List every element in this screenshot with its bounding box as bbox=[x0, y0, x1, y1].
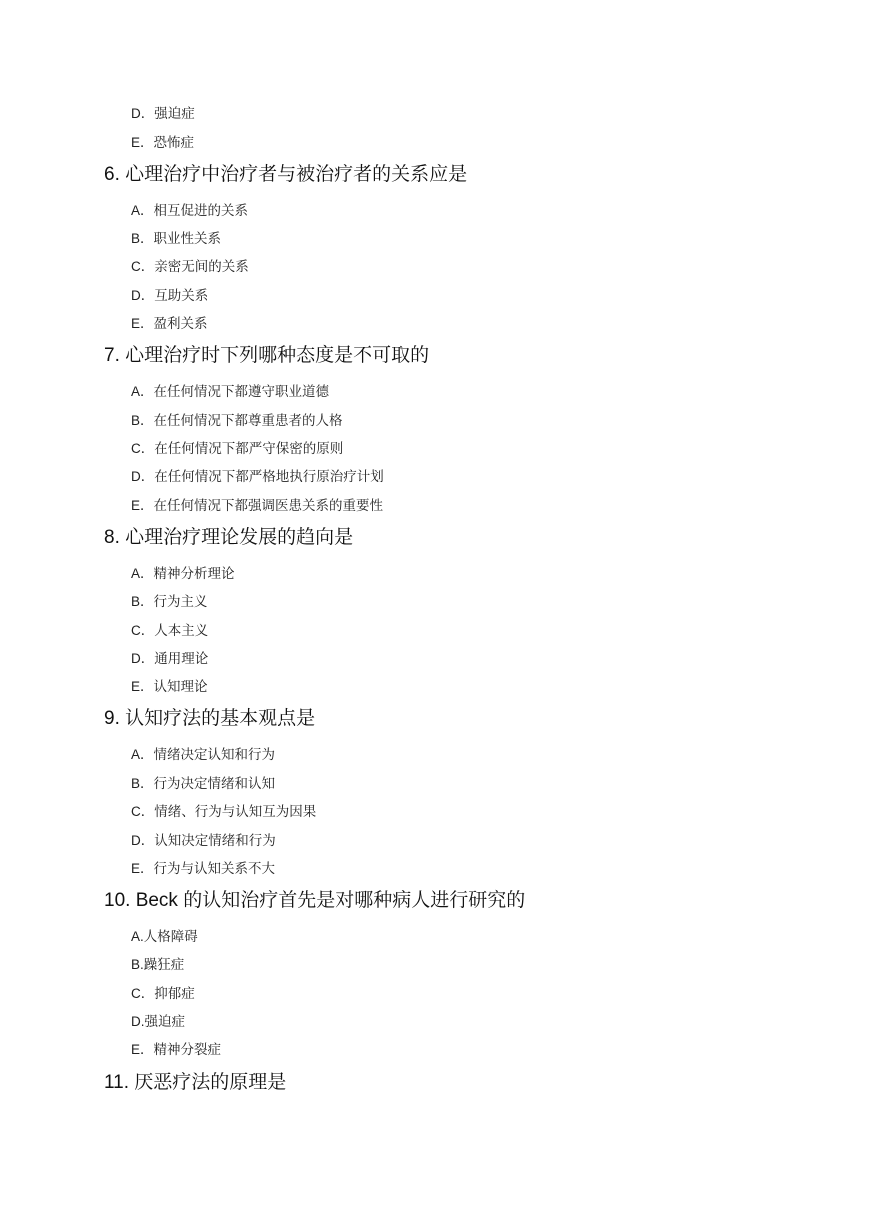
q10-option-e: E．精神分裂症 bbox=[131, 1042, 222, 1057]
q8-option-b: B．行为主义 bbox=[131, 594, 208, 609]
question-6-title: 6. 心理治疗中治疗者与被治疗者的关系应是 bbox=[104, 164, 468, 185]
q7-option-a: A．在任何情况下都遵守职业道德 bbox=[131, 384, 330, 399]
q9-option-d: D．认知决定情绪和行为 bbox=[131, 833, 276, 848]
q10-option-a: A.人格障碍 bbox=[131, 929, 198, 944]
q9-option-b: B．行为决定情绪和认知 bbox=[131, 776, 276, 791]
q8-option-a: A．精神分析理论 bbox=[131, 566, 235, 581]
q8-option-e: E．认知理论 bbox=[131, 679, 208, 694]
q9-option-a: A．情绪决定认知和行为 bbox=[131, 747, 276, 762]
q10-option-d: D.强迫症 bbox=[131, 1014, 185, 1029]
question-7-title: 7. 心理治疗时下列哪种态度是不可取的 bbox=[104, 345, 430, 366]
q7-option-d: D．在任何情况下都严格地执行原治疗计划 bbox=[131, 469, 384, 484]
q6-option-b: B．职业性关系 bbox=[131, 231, 222, 246]
option-prev-d: D．强迫症 bbox=[131, 106, 195, 121]
q6-option-a: A．相互促进的关系 bbox=[131, 203, 249, 218]
question-10-title: 10. Beck 的认知治疗首先是对哪种病人进行研究的 bbox=[104, 890, 526, 911]
q9-option-e: E．行为与认知关系不大 bbox=[131, 861, 276, 876]
q8-option-c: C．人本主义 bbox=[131, 623, 209, 638]
q6-option-d: D．互助关系 bbox=[131, 288, 209, 303]
q8-option-d: D．通用理论 bbox=[131, 651, 209, 666]
q10-option-c: C．抑郁症 bbox=[131, 986, 195, 1001]
q7-option-c: C．在任何情况下都严守保密的原则 bbox=[131, 441, 344, 456]
q6-option-c: C．亲密无间的关系 bbox=[131, 259, 249, 274]
question-9-title: 9. 认知疗法的基本观点是 bbox=[104, 708, 316, 729]
question-8-title: 8. 心理治疗理论发展的趋向是 bbox=[104, 527, 354, 548]
q7-option-e: E．在任何情况下都强调医患关系的重要性 bbox=[131, 498, 384, 513]
q10-option-b: B.躁狂症 bbox=[131, 957, 185, 972]
q6-option-e: E．盈利关系 bbox=[131, 316, 208, 331]
option-prev-e: E．恐怖症 bbox=[131, 135, 195, 150]
q9-option-c: C．情绪、行为与认知互为因果 bbox=[131, 804, 317, 819]
question-11-title: 11. 厌恶疗法的原理是 bbox=[104, 1072, 287, 1093]
q7-option-b: B．在任何情况下都尊重患者的人格 bbox=[131, 413, 343, 428]
